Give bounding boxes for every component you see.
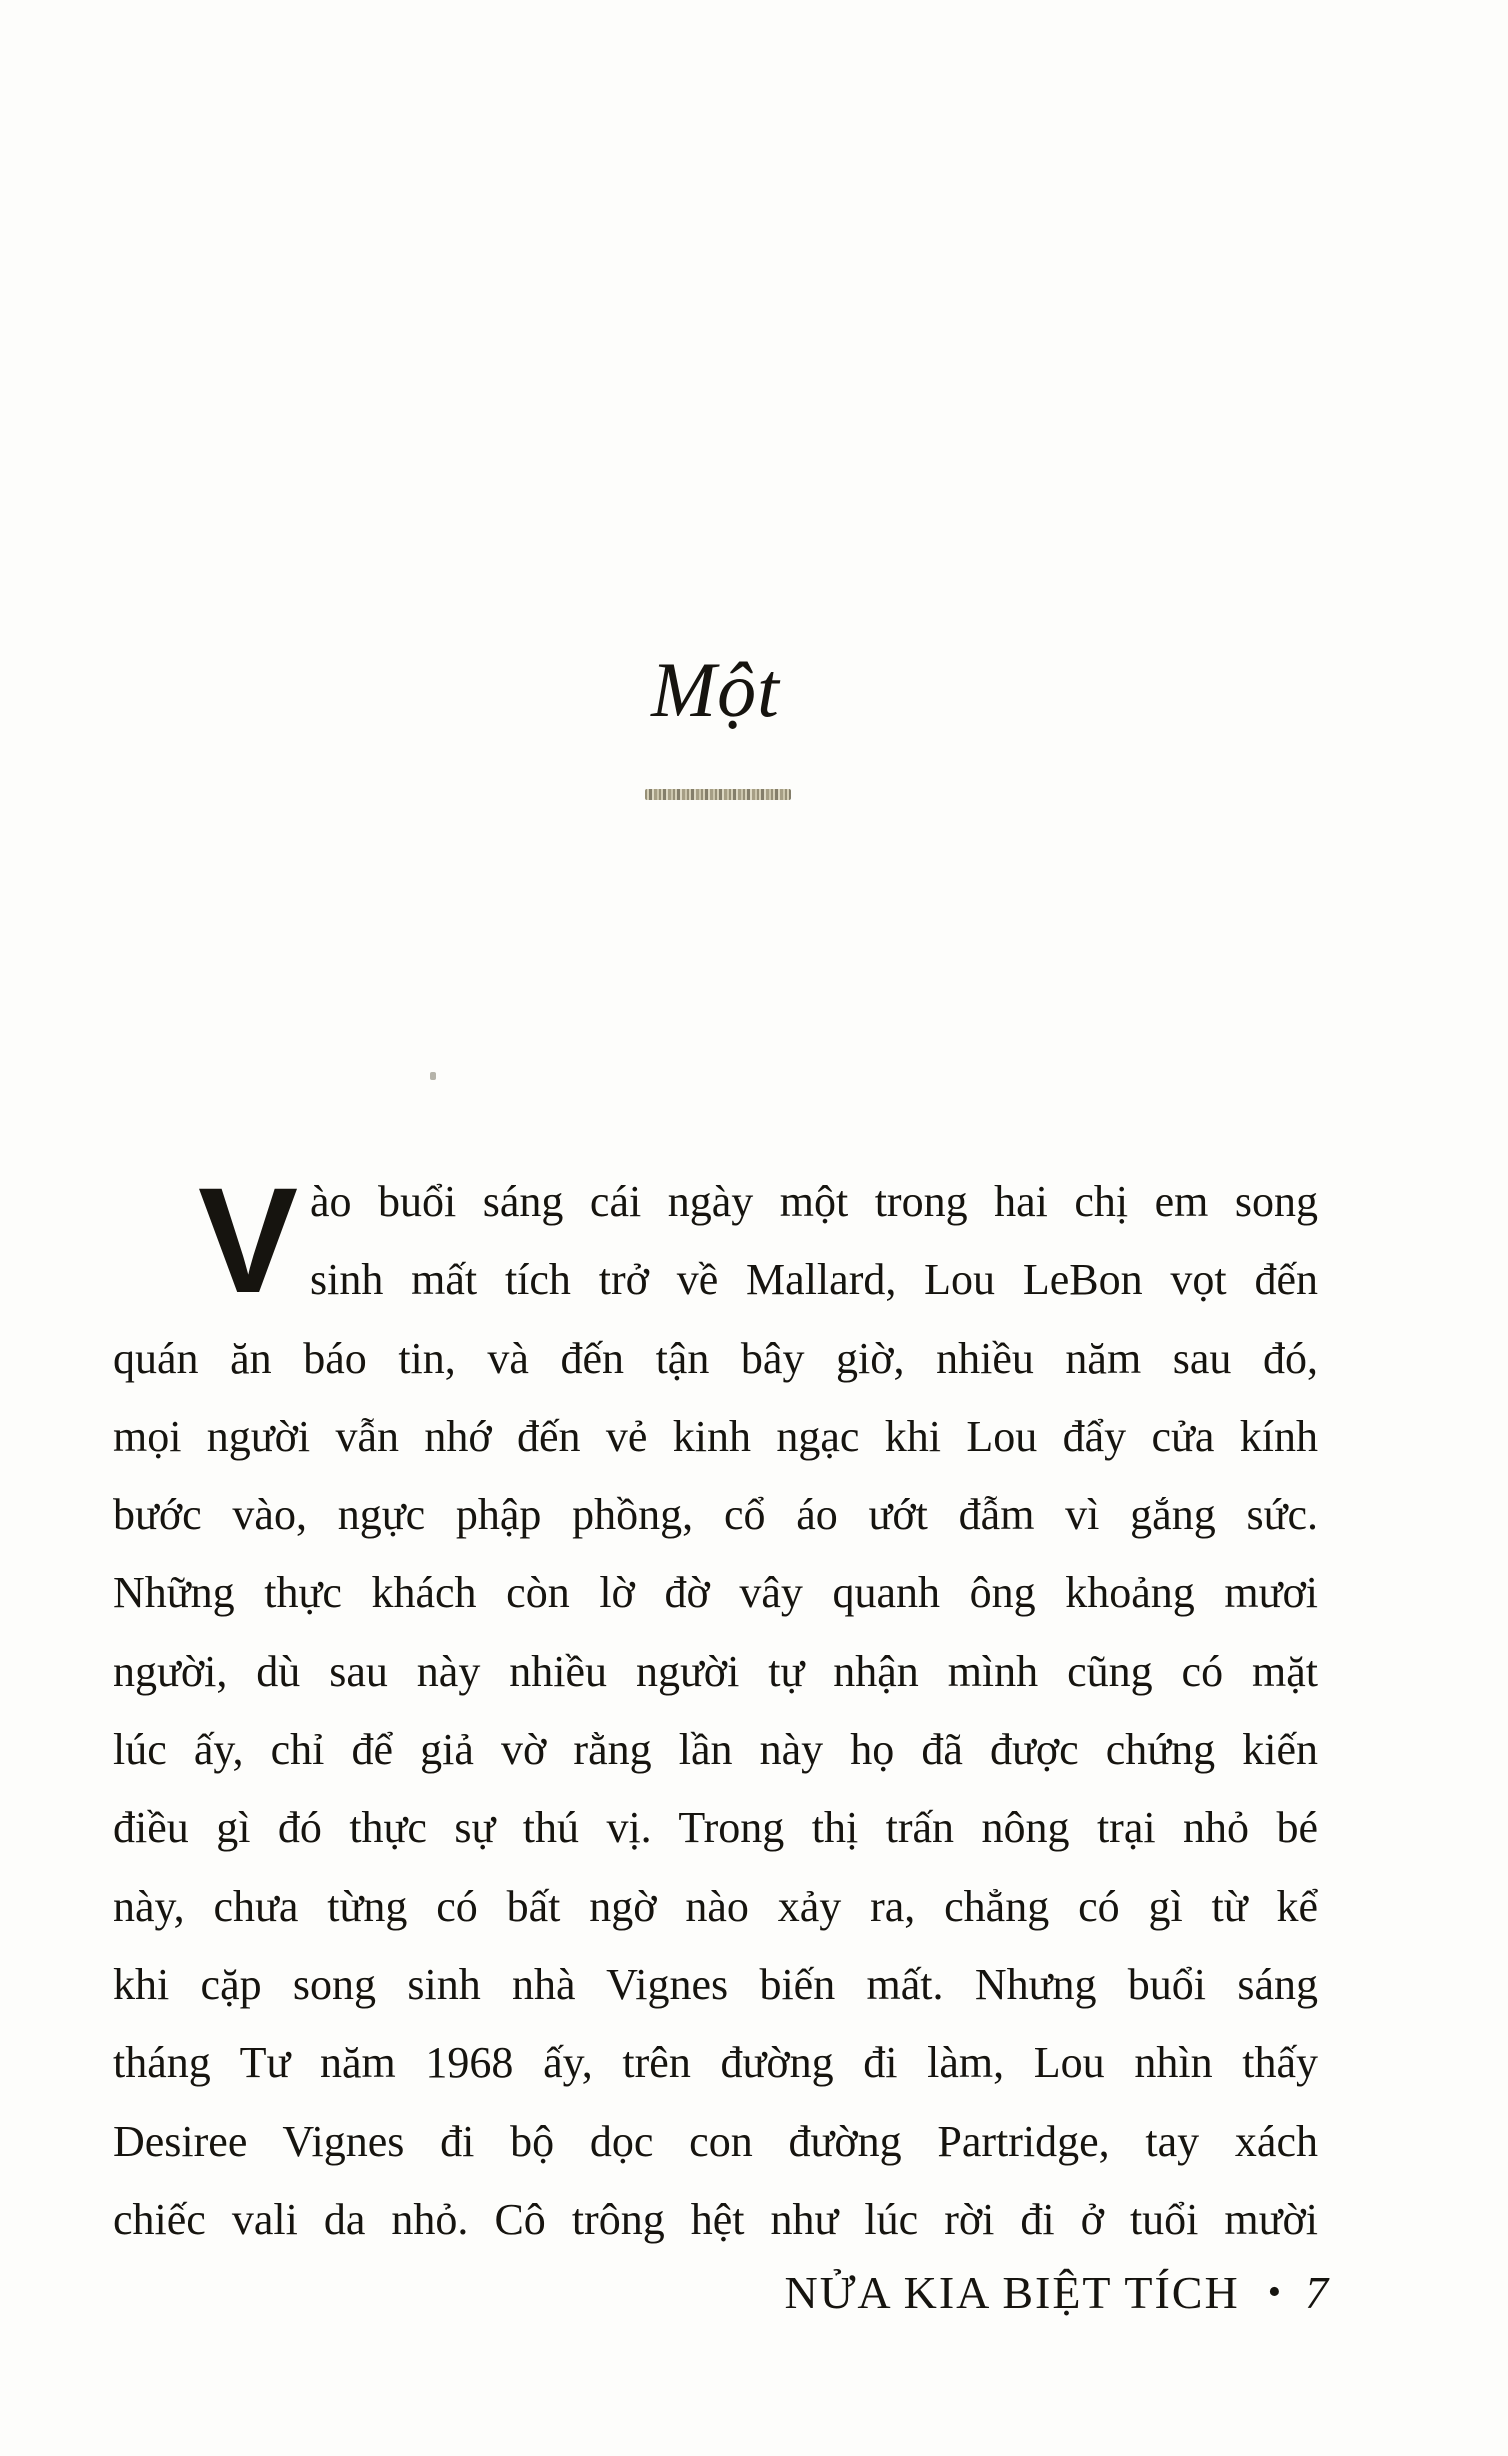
paragraph: [113, 1156, 1318, 2259]
text-line: người, dù sau này nhiều người tự nhận mình cũng có mặt: [113, 1646, 1318, 1696]
chapter-title: Một: [651, 646, 780, 733]
text-line: Những thực khách còn lờ đờ vây quanh ông khoảng mươi: [113, 1568, 1318, 1618]
drop-cap-letter: V: [198, 1156, 299, 1324]
text-line: quán ăn báo tin, và đến tận bây giờ, nhiều năm sau đó,: [113, 1333, 1318, 1383]
page-number: 7: [1305, 2267, 1328, 2318]
footer-separator-dot: •: [1267, 2271, 1281, 2313]
text-line: điều gì đó thực sự thú vị. Trong thị trấn nông trại nhỏ bé: [113, 1803, 1318, 1853]
ink-speck: [430, 1072, 436, 1080]
page-footer: [113, 2266, 1328, 2319]
chapter-divider-ornament: [645, 789, 791, 800]
text-line: khi cặp song sinh nhà Vignes biến mất. Nhưng buổi sáng: [113, 1959, 1318, 2009]
text-line: Desiree Vignes đi bộ dọc con đường Partridge, tay xách: [113, 2116, 1318, 2166]
text-line: mọi người vẫn nhớ đến vẻ kinh ngạc khi Lou đẩy cửa kính: [113, 1411, 1318, 1461]
text-line: bước vào, ngực phập phồng, cổ áo ướt đẫm vì gắng sức.: [113, 1490, 1318, 1540]
text-line: ào buổi sáng cái ngày một trong hai chị em song: [310, 1177, 1318, 1226]
text-line: này, chưa từng có bất ngờ nào xảy ra, chẳng có gì từ kể: [113, 1881, 1318, 1931]
text-line: lúc ấy, chỉ để giả vờ rằng lần này họ đã được chứng kiến: [113, 1725, 1318, 1775]
text-line: sinh mất tích trở về Mallard, Lou LeBon vọt đến: [310, 1255, 1318, 1305]
running-title: NỬA KIA BIỆT TÍCH: [784, 2267, 1240, 2318]
text-line: chiếc vali da nhỏ. Cô trông hệt như lúc rời đi ở tuổi mười: [113, 2194, 1318, 2244]
text-line: tháng Tư năm 1968 ấy, trên đường đi làm, Lou nhìn thấy: [113, 2038, 1318, 2088]
